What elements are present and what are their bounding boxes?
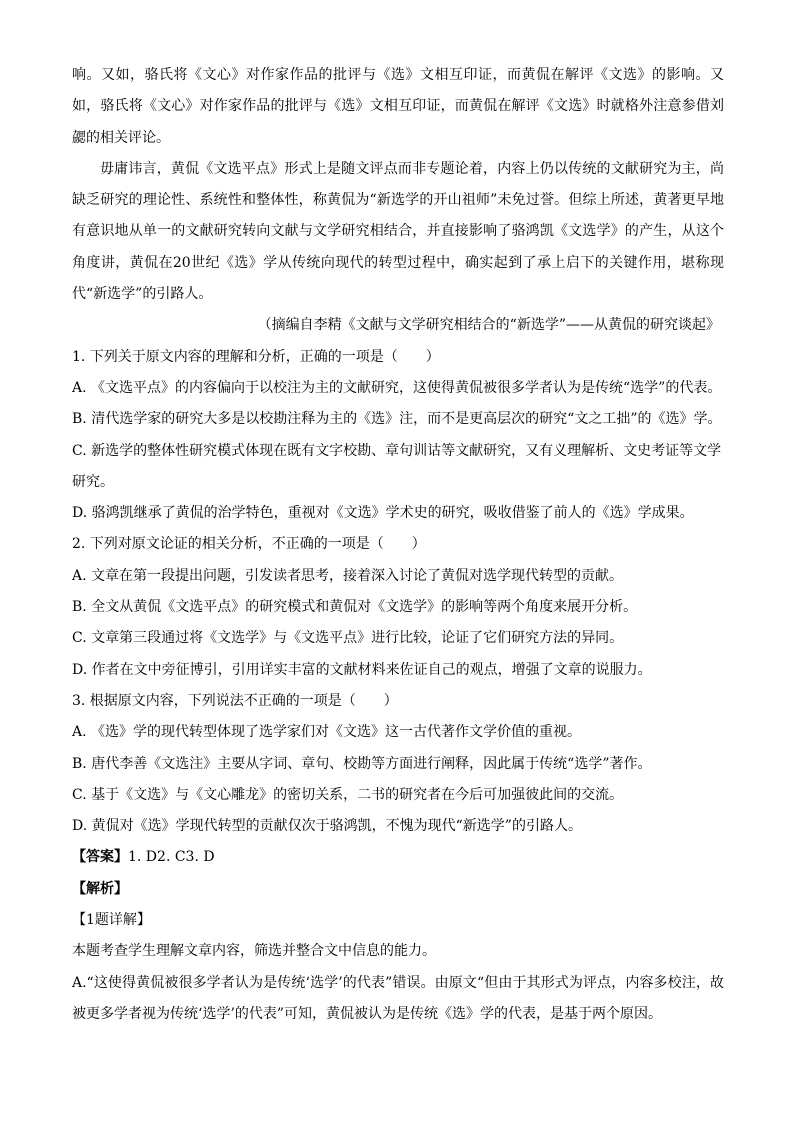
answer-line: [72, 842, 724, 873]
document-page: [72, 60, 724, 1030]
question-2-option-a: A. 文章在第一段提出问题，引发读者思考，接着深入讨论了黄侃对选学现代转型的贡献。: [72, 567, 624, 584]
question-3-stem: 3. 根据原文内容，下列说法不正确的一项是（ ）: [72, 692, 398, 709]
question-3-option-c: C. 基于《文选》与《文心雕龙》的密切关系，二书的研究者在今后可加强彼此间的交流。: [72, 786, 624, 803]
source-citation: （摘编自李精《文献与文学研究相结合的“新选学”——从黄侃的研究谈起》: [257, 317, 720, 334]
analysis-intro: 本题考查学生理解文章内容，筛选并整合文中信息的能力。: [72, 943, 436, 960]
question-1-stem: 1. 下列关于原文内容的理解和分析，正确的一项是（ ）: [72, 348, 440, 365]
question-1-option-b: B. 清代选学家的研究大多是以校勘注释为主的《选》注，而不是更高层次的研究“文之工拙”的《选》学。: [72, 411, 722, 428]
analysis-tag: 【解析】: [72, 880, 128, 897]
question-2-stem: 2. 下列对原文论证的相关分析，不正确的一项是（ ）: [72, 536, 426, 553]
question-1-option-d: D. 骆鸿凯继承了黄侃的治学特色，重视对《文选》学术史的研究，吸收借鉴了前人的《选》学成果。: [72, 505, 694, 522]
question-3-option-b: B. 唐代李善《文选注》主要从字词、章句、校勘等方面进行阐释，因此属于传统“选学”著作。: [72, 755, 652, 772]
paragraph-continuation: 响。又如，骆氏将《文心》对作家作品的批评与《选》文相互印证，而黄侃在解评《文选》的影响。又如，骆氏将《文心》对作家作品的批评与《选》文相互印证，而黄侃在解评《文选》时就格外注意参借刘勰的相关评论。: [72, 67, 724, 146]
analysis-item-a: A.“这使得黄侃被很多学者认为是传统‘选学’的代表”错误。由原文“但由于其形式为评点，内容多校注，故被更多学者视为传统‘选学’的代表”可知，黄侃被认为是传统《选》学的代表，是基于两个原因。: [72, 974, 724, 1022]
question-2-option-d: D. 作者在文中旁征博引，引用详实丰富的文献材料来佐证自己的观点，增强了文章的说服力。: [72, 661, 652, 678]
answer-tag: 【答案】: [72, 849, 128, 866]
question-1-option-a: A. 《文选平点》的内容偏向于以校注为主的文献研究，这使得黄侃被很多学者认为是传统“选学”的代表。: [72, 379, 722, 396]
question-1-option-c: C. 新选学的整体性研究模式体现在既有文字校勘、章句训诂等文献研究，又有义理解析、文史考证等文学研究。: [72, 442, 722, 490]
question-3-option-d: D. 黄侃对《选》学现代转型的贡献仅次于骆鸿凯，不愧为现代“新选学”的引路人。: [72, 818, 582, 835]
paragraph-conclusion: 毋庸讳言，黄侃《文选平点》形式上是随文评点而非专题论着，内容上仍以传统的文献研究为主，尚缺乏研究的理论性、系统性和整体性，称黄侃为“新选学的开山祖师”未免过誉。但综上所述，黄著更早地有意识地从单一的文献研究转向文献与文学研究相结合，并直接影响了骆鸿凯《文选学》的产生，从这个角度讲，黄侃在20世纪《选》学从传统向现代的转型过程中，确实起到了承上启下的关键作用，堪称现代“新选学”的引路人。: [72, 160, 724, 303]
question-3-option-a: A. 《选》学的现代转型体现了选学家们对《文选》这一古代著作文学价值的重视。: [72, 724, 582, 741]
question-2-option-b: B. 全文从黄侃《文选平点》的研究模式和黄侃对《文选学》的影响等两个角度来展开分析。: [72, 599, 638, 616]
question-1-detail-header: 【1题详解】: [72, 912, 151, 929]
answer-text: 1. D2. C3. D: [128, 849, 215, 866]
question-2-option-c: C. 文章第三段通过将《文选学》与《文选平点》进行比较，论证了它们研究方法的异同。: [72, 630, 624, 647]
